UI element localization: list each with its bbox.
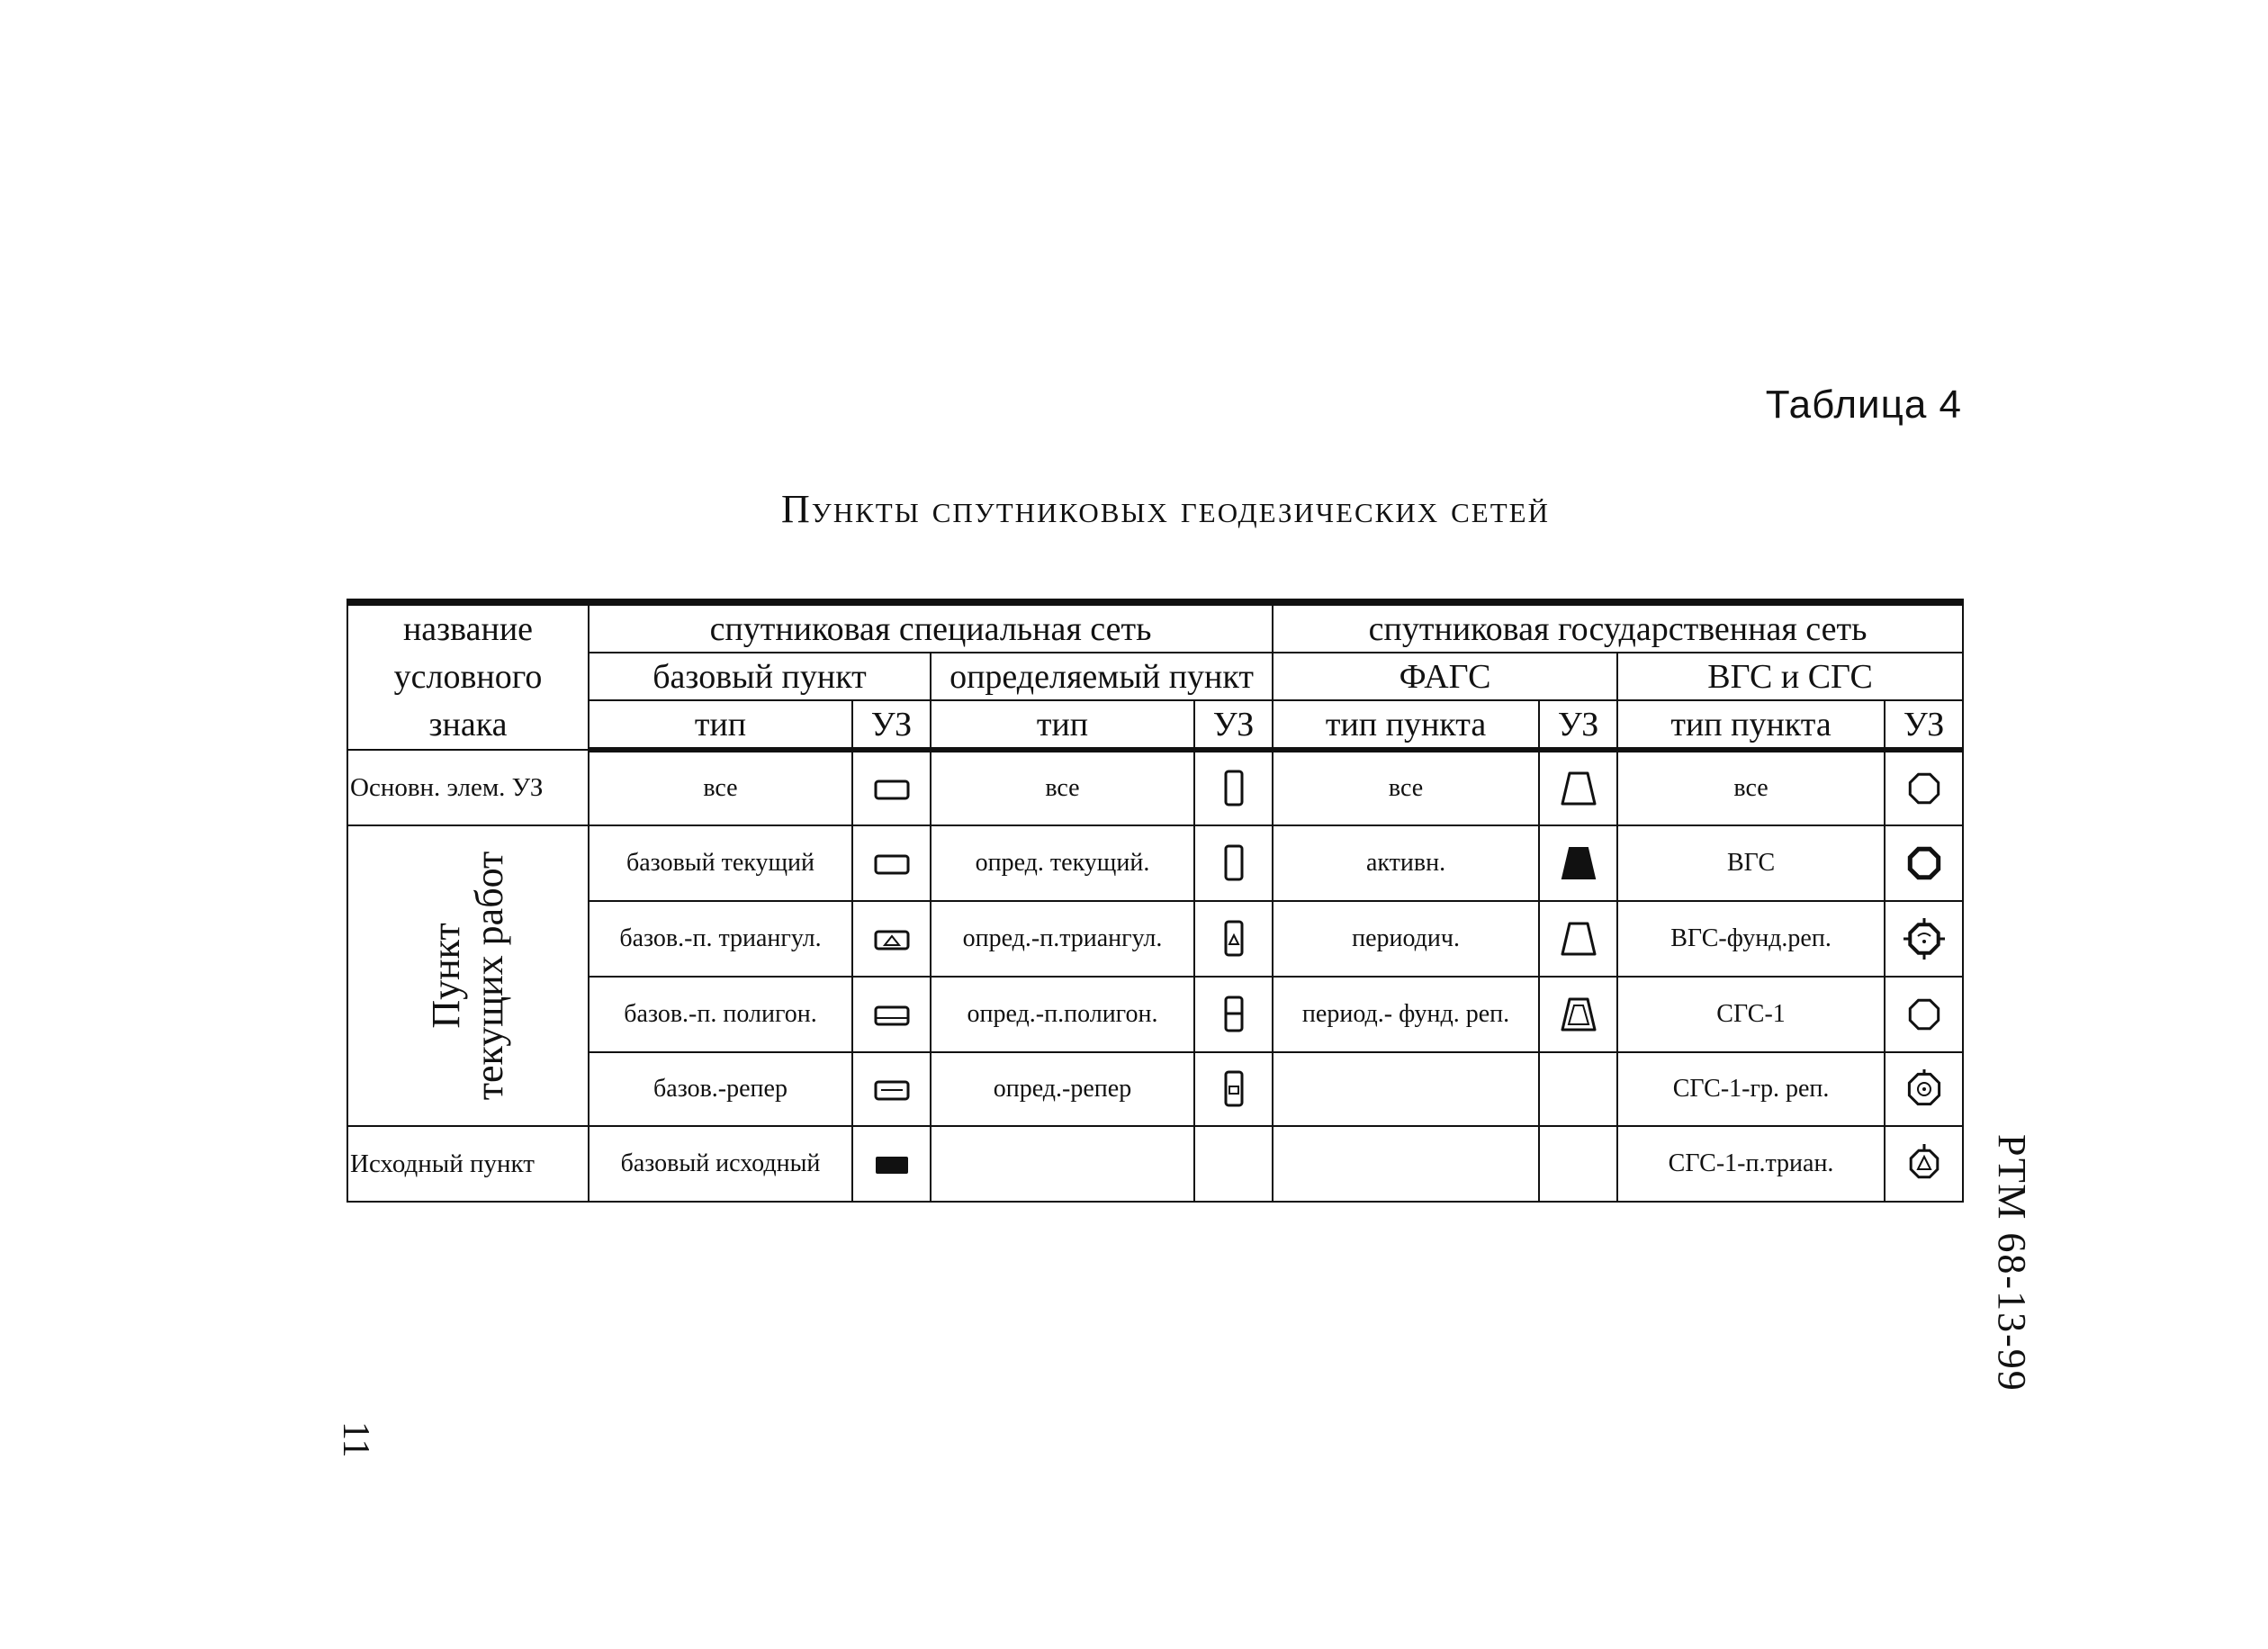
base-type-cell: базовый исходный — [589, 1126, 852, 1202]
fags-uz-cell — [1539, 1126, 1617, 1202]
defined-type-cell: опред.-репер — [931, 1052, 1194, 1126]
fags-uz-cell — [1539, 750, 1617, 825]
header-fags: ФАГС — [1273, 653, 1617, 700]
base-uz-cell — [852, 977, 931, 1052]
header-uz: УЗ — [1194, 700, 1273, 750]
header-name-line: условного — [393, 658, 543, 696]
octagon-circle-icon — [1903, 1073, 1946, 1101]
fags-type-cell: период.- фунд. реп. — [1273, 977, 1539, 1052]
group-label-line: текущих работ — [467, 851, 511, 1101]
vgs-type-cell: все — [1617, 750, 1885, 825]
tall-rect-outline-icon — [1223, 772, 1245, 800]
rect-divided-icon — [874, 1000, 910, 1028]
fags-type-cell: активн. — [1273, 825, 1539, 901]
defined-uz-cell — [1194, 1052, 1273, 1126]
trapezoid-filled-icon — [1560, 847, 1598, 875]
fags-type-cell: все — [1273, 750, 1539, 825]
vgs-uz-cell — [1885, 1052, 1963, 1126]
header-name-line: название — [402, 610, 534, 648]
vgs-uz-cell — [1885, 1126, 1963, 1202]
header-base-point: базовый пункт — [589, 653, 931, 700]
base-type-cell: базов.-репер — [589, 1052, 852, 1126]
defined-type-cell: все — [931, 750, 1194, 825]
defined-type-cell: опред. текущий. — [931, 825, 1194, 901]
header-state-network: спутниковая государственная сеть — [1273, 602, 1963, 653]
header-name-line: знака — [428, 706, 508, 743]
table-row — [347, 901, 1963, 977]
defined-uz-cell — [1194, 1126, 1273, 1202]
satellite-points-table — [346, 599, 1964, 1203]
vgs-uz-cell — [1885, 901, 1963, 977]
rect-outline-icon — [874, 774, 910, 802]
header-defined-point: определяемый пункт — [931, 653, 1273, 700]
header-uz: УЗ — [852, 700, 931, 750]
fags-uz-cell — [1539, 977, 1617, 1052]
fags-uz-cell — [1539, 825, 1617, 901]
fags-type-cell — [1273, 1126, 1539, 1202]
vgs-type-cell: СГС-1-п.триан. — [1617, 1126, 1885, 1202]
defined-type-cell: опред.-п.полигон. — [931, 977, 1194, 1052]
header-special-network: спутниковая специальная сеть — [589, 602, 1273, 653]
rect-benchmark-icon — [874, 1075, 910, 1103]
base-type-cell: базовый текущий — [589, 825, 852, 901]
rect-filled-icon — [874, 1149, 910, 1177]
base-type-cell: базов.-п. полигон. — [589, 977, 852, 1052]
page-number: 11 — [335, 1421, 376, 1458]
tall-rect-divided-icon — [1223, 998, 1245, 1026]
base-uz-cell — [852, 1052, 931, 1126]
header-type: тип — [931, 700, 1194, 750]
table-row — [347, 825, 1963, 901]
fags-uz-cell — [1539, 901, 1617, 977]
table-number-label: Таблица 4 — [1765, 383, 1962, 427]
octagon-outline-icon — [1904, 772, 1944, 800]
fags-type-cell — [1273, 1052, 1539, 1126]
defined-uz-cell — [1194, 750, 1273, 825]
defined-type-cell — [931, 1126, 1194, 1202]
row-sign-name: Основн. элем. УЗ — [347, 750, 589, 825]
vgs-type-cell: ВГС — [1617, 825, 1885, 901]
table-row — [347, 1126, 1963, 1202]
vgs-type-cell: СГС-1 — [1617, 977, 1885, 1052]
octagon-bold-icon — [1904, 847, 1944, 875]
vgs-type-cell: ВГС-фунд.реп. — [1617, 901, 1885, 977]
rect-triangle-icon — [874, 924, 910, 952]
base-uz-cell — [852, 750, 931, 825]
header-point-type: тип пункта — [1273, 700, 1539, 750]
vgs-uz-cell — [1885, 977, 1963, 1052]
table-row — [347, 1052, 1963, 1126]
octagon-outline-icon — [1904, 998, 1944, 1026]
defined-type-cell: опред.-п.триангул. — [931, 901, 1194, 977]
current-works-group — [347, 825, 589, 1126]
header-point-type: тип пункта — [1617, 700, 1885, 750]
trapezoid-outline-icon — [1560, 772, 1598, 800]
header-uz: УЗ — [1539, 700, 1617, 750]
octagon-triangle-icon — [1903, 1148, 1946, 1176]
vgs-type-cell: СГС-1-гр. реп. — [1617, 1052, 1885, 1126]
document-code: РТМ 68-13-99 — [1990, 1134, 2034, 1392]
header-uz: УЗ — [1885, 700, 1963, 750]
trapezoid-outline-icon — [1560, 923, 1598, 951]
defined-uz-cell — [1194, 825, 1273, 901]
row-sign-name: Исходный пункт — [347, 1126, 589, 1202]
fags-uz-cell — [1539, 1052, 1617, 1126]
octagon-spiked-icon — [1902, 923, 1947, 951]
defined-uz-cell — [1194, 977, 1273, 1052]
group-label-line: Пункт — [424, 923, 468, 1029]
table-row — [347, 977, 1963, 1052]
base-uz-cell — [852, 1126, 931, 1202]
header-type: тип — [589, 700, 852, 750]
header-vgs-sgs: ВГС и СГС — [1617, 653, 1963, 700]
tall-rect-benchmark-icon — [1223, 1073, 1245, 1101]
base-type-cell: базов.-п. триангул. — [589, 901, 852, 977]
fags-type-cell: периодич. — [1273, 901, 1539, 977]
document-title: Пункты спутниковых геодезических сетей — [780, 487, 1551, 531]
base-type-cell: все — [589, 750, 852, 825]
tall-rect-triangle-icon — [1223, 923, 1245, 951]
rect-outline-icon — [874, 849, 910, 877]
vgs-uz-cell — [1885, 825, 1963, 901]
tall-rect-outline-icon — [1223, 847, 1245, 875]
vgs-uz-cell — [1885, 750, 1963, 825]
base-uz-cell — [852, 901, 931, 977]
header-sign-name — [347, 602, 589, 750]
trapezoid-double-icon — [1560, 998, 1598, 1026]
table-row — [347, 750, 1963, 825]
base-uz-cell — [852, 825, 931, 901]
defined-uz-cell — [1194, 901, 1273, 977]
